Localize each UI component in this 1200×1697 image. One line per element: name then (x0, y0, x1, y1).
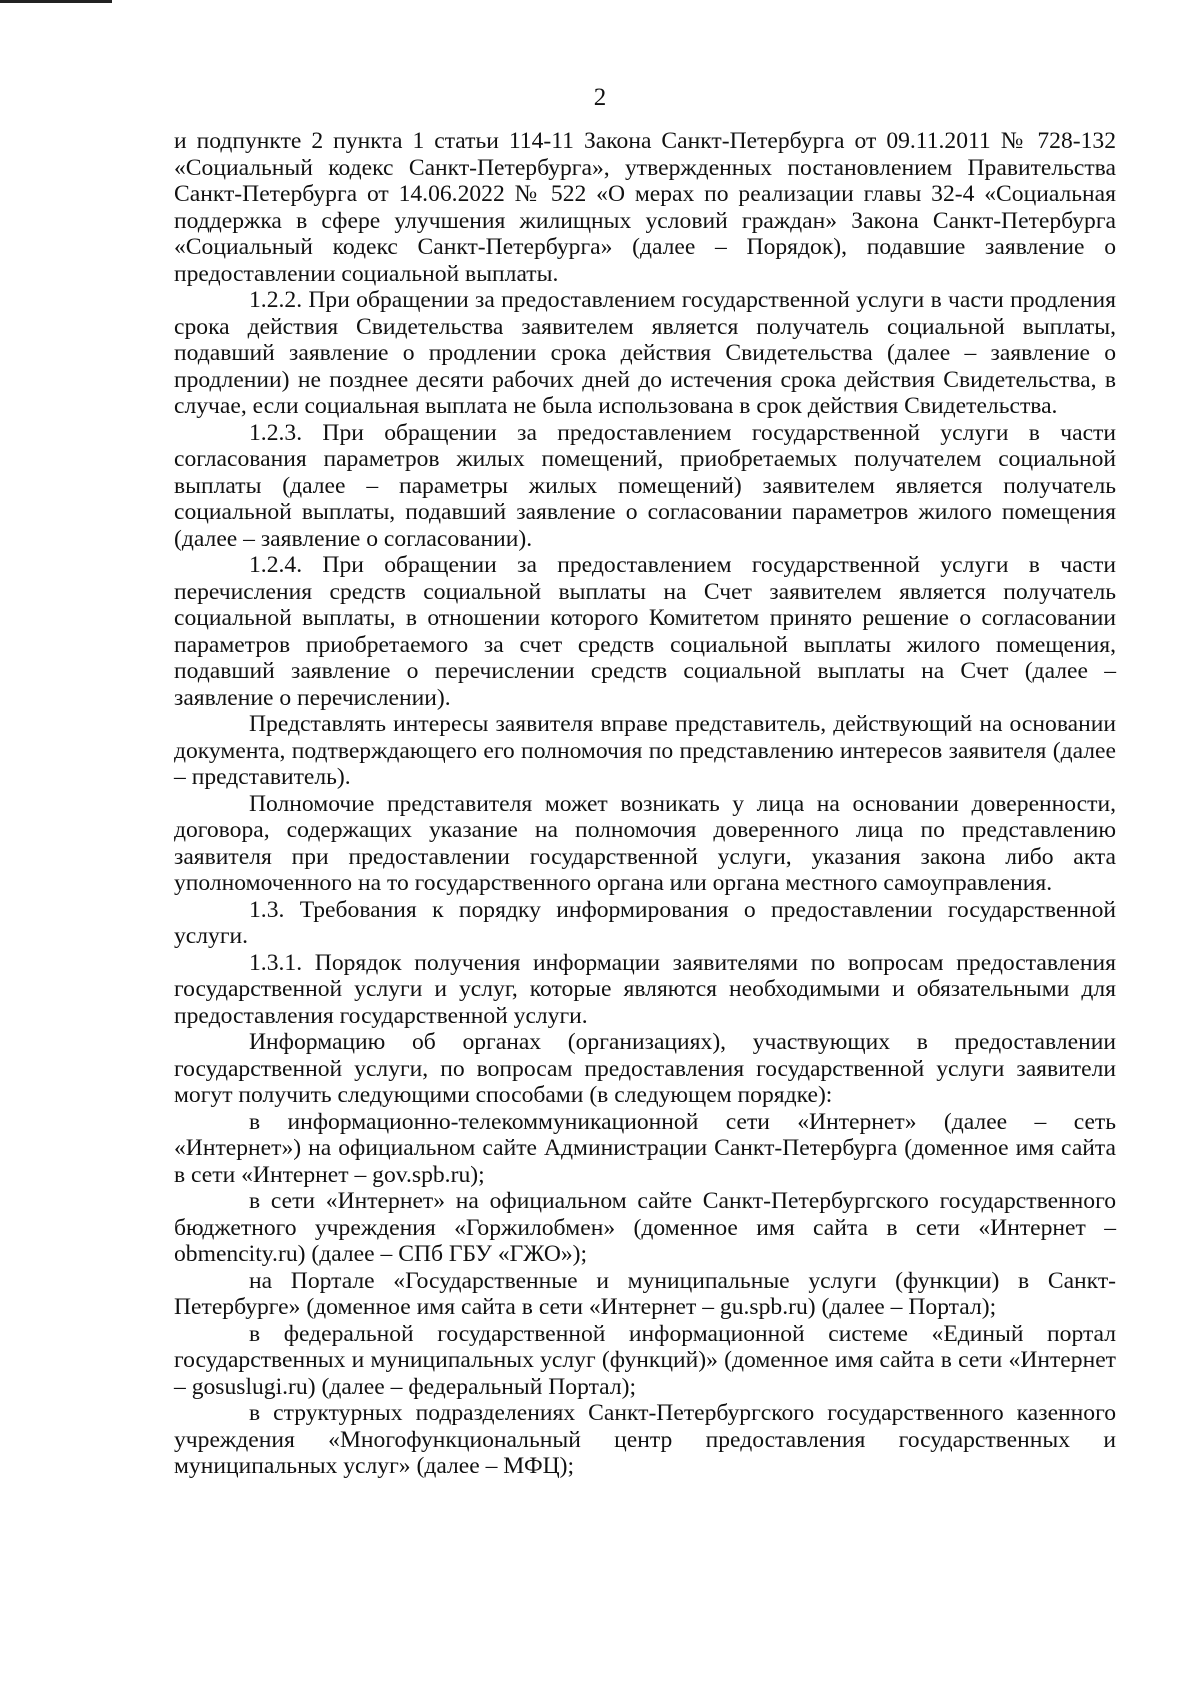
paragraph-1-2-2: 1.2.2. При обращении за предоставлением государственной услуги в части продления срока действия Свидетельства заявителем является получатель социальной выплаты, подавший заявление о продлении срока действия Свидетельства (далее – заявление о продлении) не позднее десяти рабочих дней до истечения срока действия Свидетельства, в случае, если социальная выплата не была использована в срок действия Свидетельства. (174, 287, 1116, 419)
page-number: 2 (593, 84, 607, 111)
paragraph-mfc: в структурных подразделениях Санкт-Петербургского государственного казенного учреждения «Многофункциональный центр предоставления государственных и муниципальных услуг» (далее – МФЦ); (174, 1400, 1116, 1479)
paragraph-1-3: 1.3. Требования к порядку информирования о предоставлении государственной услуги. (174, 896, 1116, 949)
paragraph-1-2-3: 1.2.3. При обращении за предоставлением государственной услуги в части согласования параметров жилых помещений, приобретаемых получателем социальной выплаты (далее – параметры жилых помещений) заявителем является получатель социальной выплаты, подавший заявление о согласовании параметров жилого помещения (далее – заявление о согласовании). (174, 419, 1116, 552)
paragraph-gov-spb: в информационно-телекоммуникационной сети «Интернет» (далее – сеть «Интернет») на официальном сайте Администрации Санкт-Петербурга (доменное имя сайта в сети «Интернет – gov.spb.ru); (174, 1108, 1116, 1188)
paragraph-continuation: и подпункте 2 пункта 1 статьи 114-11 Закона Санкт-Петербурга от 09.11.2011 № 728-132 «Социальный кодекс Санкт-Петербурга», утвержденных постановлением Правительства Санкт-Петербурга от 14.06.2022 № 522 «О мерах по реализации главы 32-4 «Социальная поддержка в сфере улучшения жилищных условий граждан» Закона Санкт-Петербурга «Социальный кодекс Санкт-Петербурга» (далее – Порядок), подавшие заявление о предоставлении социальной выплаты. (174, 128, 1116, 287)
document-body (174, 128, 1116, 1480)
paragraph-representative: Представлять интересы заявителя вправе представитель, действующий на основании документа, подтверждающего его полномочия по представлению интересов заявителя (далее – представитель). (174, 711, 1116, 790)
paragraph-gosuslugi: в федеральной государственной информационной системе «Единый портал государственных и муниципальных услуг (функций)» (доменное имя сайта в сети «Интернет – gosuslugi.ru) (далее – федеральный Портал); (174, 1320, 1116, 1400)
paragraph-obmencity: в сети «Интернет» на официальном сайте Санкт-Петербургского государственного бюджетного учреждения «Горжилобмен» (доменное имя сайта в сети «Интернет – obmencity.ru) (далее – СПб ГБУ «ГЖО»); (174, 1188, 1116, 1267)
paragraph-representative-authority: Полномочие представителя может возникать у лица на основании доверенности, договора, содержащих указание на полномочия доверенного лица по представлению заявителя при предоставлении государственной услуги, указания закона либо акта уполномоченного на то государственного органа или органа местного самоуправления. (174, 790, 1116, 896)
paragraph-1-3-1: 1.3.1. Порядок получения информации заявителями по вопросам предоставления государственной услуги и услуг, которые являются необходимыми и обязательными для предоставления государственной услуги. (174, 949, 1116, 1029)
scan-edge-mark (0, 0, 140, 3)
paragraph-information-ways: Информацию об органах (организациях), участвующих в предоставлении государственной услуги, по вопросам предоставления государственной услуги заявители могут получить следующими способами (в следующем порядке): (174, 1029, 1116, 1108)
paragraph-gu-spb-portal: на Портале «Государственные и муниципальные услуги (функции) в Санкт-Петербурге» (доменное имя сайта в сети «Интернет – gu.spb.ru) (далее – Портал); (174, 1267, 1116, 1320)
paragraph-1-2-4: 1.2.4. При обращении за предоставлением государственной услуги в части перечисления средств социальной выплаты на Счет заявителем является получатель социальной выплаты, в отношении которого Комитетом принято решение о согласовании параметров приобретаемого за счет средств социальной выплаты жилого помещения, подавший заявление о перечислении средств социальной выплаты на Счет (далее – заявление о перечислении). (174, 552, 1116, 711)
